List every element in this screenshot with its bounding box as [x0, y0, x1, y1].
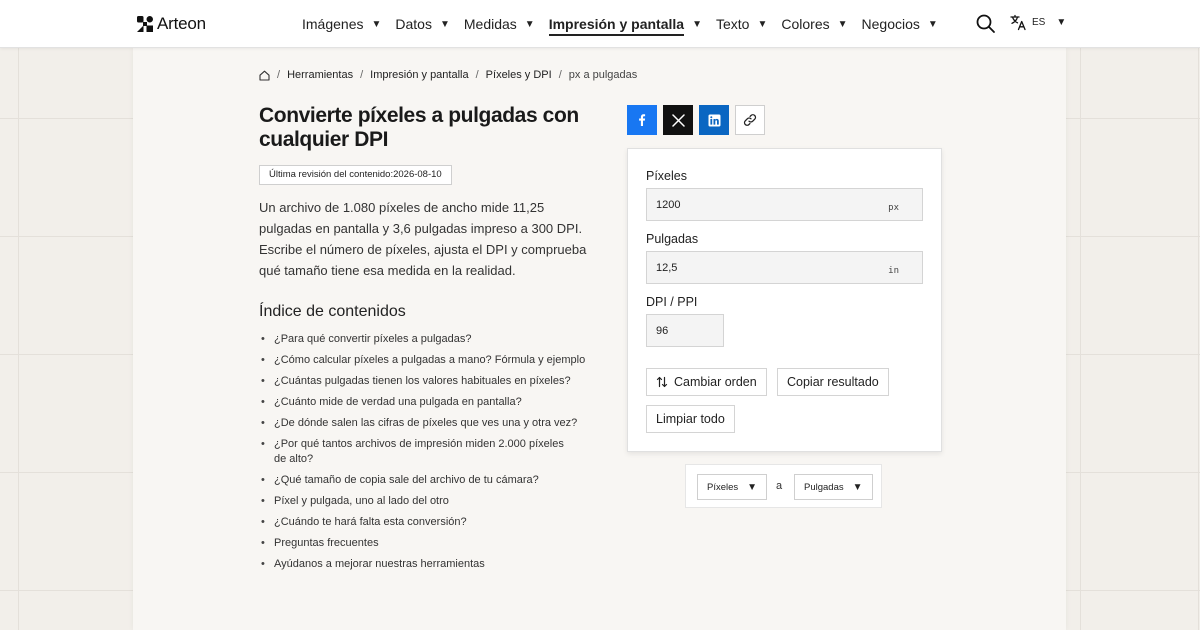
breadcrumb-separator: / — [277, 69, 281, 81]
nav-item-imagenes[interactable] — [302, 0, 395, 48]
swap-order-label: Cambiar orden — [674, 375, 757, 389]
caret-down-icon: ▼ — [1056, 17, 1067, 28]
converter-card — [627, 148, 942, 452]
share-facebook-button[interactable] — [627, 105, 657, 135]
inches-unit: in — [888, 266, 899, 276]
toc-title: Índice de contenidos — [259, 303, 406, 320]
caret-down-icon: ▼ — [747, 481, 758, 493]
nav-item-medidas[interactable] — [464, 0, 549, 48]
nav-item-label: Imágenes — [302, 16, 364, 32]
caret-down-icon: ▼ — [852, 481, 863, 493]
linkedin-icon — [708, 114, 721, 127]
breadcrumb-separator: / — [558, 69, 562, 81]
search-icon[interactable] — [975, 13, 997, 35]
share-buttons — [627, 105, 765, 135]
nav-item-label: Datos — [395, 16, 432, 32]
table-of-contents — [259, 332, 599, 578]
review-date-badge: Última revisión del contenido:2026-08-10 — [259, 165, 452, 185]
breadcrumb-current: px a pulgadas — [568, 69, 638, 81]
toc-item[interactable]: • Preguntas frecuentes — [259, 536, 599, 551]
breadcrumb-item-impresion-y-pantalla[interactable]: Impresión y pantalla — [370, 69, 469, 81]
caret-down-icon: ▼ — [757, 18, 768, 30]
nav-item-colores[interactable] — [781, 0, 861, 48]
toc-item[interactable]: • ¿Cuántas pulgadas tienen los valores habituales en píxeles? — [259, 374, 599, 389]
clear-all-button[interactable]: Limpiar todo — [646, 405, 735, 433]
logo[interactable] — [137, 14, 206, 34]
inches-value: 12,5 — [656, 262, 678, 274]
unit-selector — [685, 464, 882, 508]
caret-down-icon: ▼ — [692, 18, 702, 30]
home-icon[interactable] — [259, 70, 270, 81]
from-unit-value: Píxeles — [707, 481, 739, 493]
caret-down-icon: ▼ — [371, 18, 382, 30]
unit-separator: a — [776, 480, 783, 492]
nav-item-label: Texto — [715, 16, 750, 32]
link-icon — [743, 113, 757, 127]
toc-item[interactable]: • ¿De dónde salen las cifras de píxeles que ves una y otra vez? — [259, 416, 599, 431]
copy-result-button[interactable]: Copiar resultado — [777, 368, 889, 396]
toc-item[interactable]: • Píxel y pulgada, uno al lado del otro — [259, 494, 599, 509]
nav-item-label: Medidas — [463, 16, 517, 32]
main-content-panel — [133, 48, 1066, 630]
caret-down-icon: ▼ — [439, 18, 450, 30]
facebook-icon — [635, 113, 649, 127]
dpi-label: DPI / PPI — [646, 295, 698, 309]
pixels-label: Píxeles — [646, 169, 687, 183]
nav-item-label: Colores — [781, 16, 830, 32]
intro-paragraph: Un archivo de 1.080 píxeles de ancho mide 11,25 pulgadas en pantalla y 3,6 pulgadas impreso a 300 DPI. Escribe el número de píxeles, ajusta el DPI y comprueba qué tamaño tiene esa medida en la realidad. — [259, 200, 587, 278]
top-navigation-bar — [0, 0, 1200, 48]
pixels-unit: px — [888, 203, 899, 213]
toc-item[interactable]: • Ayúdanos a mejorar nuestras herramientas — [259, 557, 599, 572]
pixels-value: 1200 — [656, 199, 681, 211]
toc-item[interactable]: • ¿Para qué convertir píxeles a pulgadas? — [259, 332, 599, 347]
logo-icon — [137, 16, 153, 32]
breadcrumb — [259, 69, 637, 81]
language-selector[interactable] — [1010, 14, 1066, 31]
nav-item-datos[interactable] — [395, 0, 463, 48]
caret-down-icon: ▼ — [524, 18, 535, 30]
swap-vertical-icon — [656, 376, 668, 388]
share-x-button[interactable] — [663, 105, 693, 135]
breadcrumb-item-herramientas[interactable]: Herramientas — [287, 69, 354, 81]
toc-item[interactable]: • ¿Por qué tantos archivos de impresión miden 2.000 píxeles de alto? — [259, 437, 569, 467]
x-icon — [672, 114, 685, 127]
breadcrumb-separator: / — [360, 69, 364, 81]
logo-text: Arteon — [157, 14, 206, 33]
inches-label: Pulgadas — [646, 232, 699, 246]
translate-icon — [1010, 14, 1027, 31]
nav-item-impresion-y-pantalla[interactable] — [549, 0, 716, 48]
to-unit-dropdown[interactable] — [794, 474, 873, 500]
pixels-input[interactable] — [646, 188, 923, 221]
nav-item-label: Negocios — [861, 16, 920, 32]
toc-item[interactable]: • ¿Qué tamaño de copia sale del archivo de tu cámara? — [259, 473, 599, 488]
nav-item-texto[interactable] — [716, 0, 781, 48]
copy-link-button[interactable] — [735, 105, 765, 135]
nav-item-label: Impresión y pantalla — [549, 16, 684, 36]
caret-down-icon: ▼ — [927, 18, 938, 30]
nav-item-negocios[interactable] — [862, 0, 952, 48]
swap-order-button[interactable] — [646, 368, 767, 396]
main-nav — [302, 0, 952, 48]
toc-item[interactable]: • ¿Cómo calcular píxeles a pulgadas a mano? Fórmula y ejemplo — [259, 353, 599, 368]
dpi-value: 96 — [656, 325, 669, 337]
share-linkedin-button[interactable] — [699, 105, 729, 135]
from-unit-dropdown[interactable] — [697, 474, 767, 500]
toc-item[interactable]: • ¿Cuándo te hará falta esta conversión? — [259, 515, 599, 530]
inches-input[interactable] — [646, 251, 923, 284]
breadcrumb-separator: / — [475, 69, 479, 81]
dpi-input[interactable] — [646, 314, 724, 347]
toc-item[interactable]: • ¿Cuánto mide de verdad una pulgada en pantalla? — [259, 395, 599, 410]
breadcrumb-item-pixeles-y-dpi[interactable]: Píxeles y DPI — [485, 69, 552, 81]
to-unit-value: Pulgadas — [804, 481, 844, 493]
language-code: ES — [1032, 17, 1046, 28]
caret-down-icon: ▼ — [837, 18, 848, 30]
page-title: Convierte píxeles a pulgadas con cualquier DPI — [259, 104, 579, 151]
